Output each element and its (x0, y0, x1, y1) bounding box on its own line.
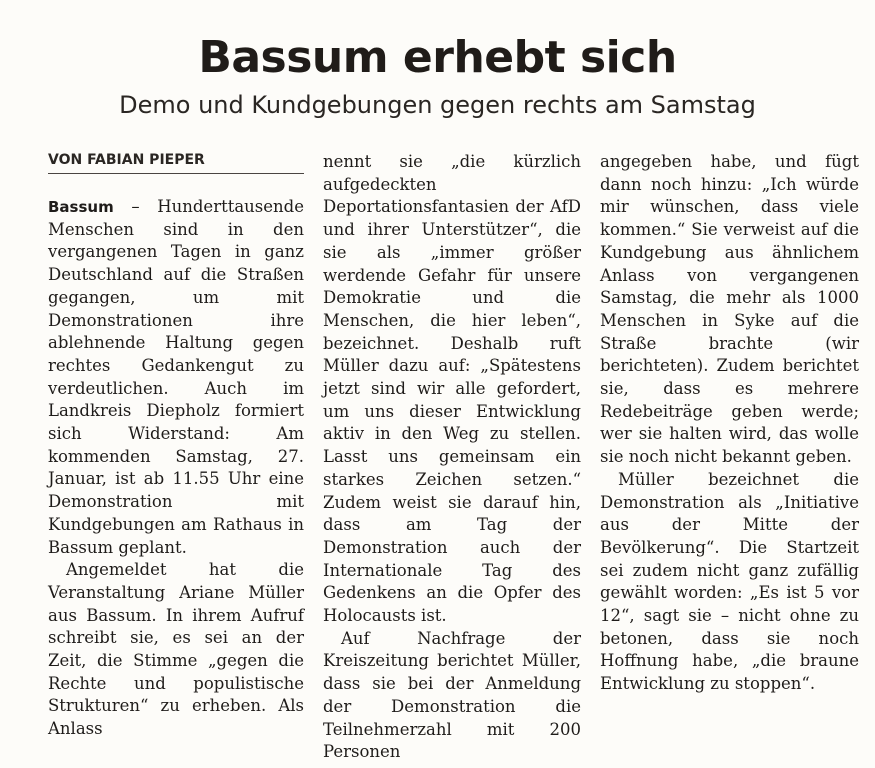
article-column-1 (48, 196, 304, 741)
headline: Bassum erhebt sich (198, 32, 677, 83)
article-column-2 (323, 151, 581, 764)
article-column-3 (600, 151, 859, 696)
byline: VON FABIAN PIEPER (48, 152, 205, 168)
paragraph: Müller bezeichnet die Demonstration als „Initiative aus der Mitte der Bevölkerung“. Die Startzeit sei zudem nicht ganz zufällig gewählt worden: „Es ist 5 vor 12“, sagt sie – nicht ohne zu betonen, dass sie noch Hoffnung habe, „die braune Entwicklung zu stoppen“. (600, 469, 859, 694)
dateline: Bassum (48, 198, 114, 216)
paragraph-text: – Hunderttausende Menschen sind in den vergangenen Tagen in ganz Deutschland auf die Straßen gegangen, um mit Demonstrationen ihre ablehnende Haltung gegen rechtes Gedankengut zu verdeutlichen. Auch im Landkreis Diepholz formiert sich Widerstand: Am kommenden Samstag, 27. Januar, ist ab 11.55 Uhr eine Demonstration mit Kundgebungen am Rathaus in Bassum geplant. (48, 197, 304, 557)
paragraph (48, 196, 304, 559)
paragraph: Auf Nachfrage der Kreiszeitung berichtet Müller, dass sie bei der Anmeldung der Demonstration die Teilnehmerzahl mit 200 Personen (323, 628, 581, 762)
subheadline: Demo und Kundgebungen gegen rechts am Samstag (119, 91, 756, 119)
paragraph: angegeben habe, und fügt dann noch hinzu: „Ich würde mir wünschen, dass viele kommen.“ Sie verweist auf die Kundgebung aus ähnlichem Anlass von vergangenen Samstag, die mehr als 1000 Menschen in Syke auf die Straße brachte (wir berichteten). Zudem berichtet sie, dass es mehrere Redebeiträge geben werde; wer sie halten wird, das wolle sie noch nicht bekannt geben. (600, 152, 859, 467)
paragraph: Angemeldet hat die Veranstaltung Ariane Müller aus Bassum. In ihrem Aufruf schreibt sie, es sei an der Zeit, die Stimme „gegen die Rechte und populistische Strukturen“ zu erheben. Als Anlass (48, 560, 304, 739)
paragraph: nennt sie „die kürzlich aufgedeckten Deportationsfantasien der AfD und ihrer Unterstützer“, die sie als „immer größer werdende Gefahr für unsere Demokratie und die Menschen, die hier leben“, bezeichnet. Deshalb ruft Müller dazu auf: „Spätestens jetzt sind wir alle gefordert, um uns dieser Entwicklung aktiv in den Weg zu stellen. Lasst uns gemeinsam ein starkes Zeichen setzen.“ Zudem weist sie darauf hin, dass am Tag der Demonstration auch der Internationale Tag des Gedenkens an die Opfer des Holocausts ist. (323, 152, 581, 626)
byline-divider (48, 173, 304, 174)
